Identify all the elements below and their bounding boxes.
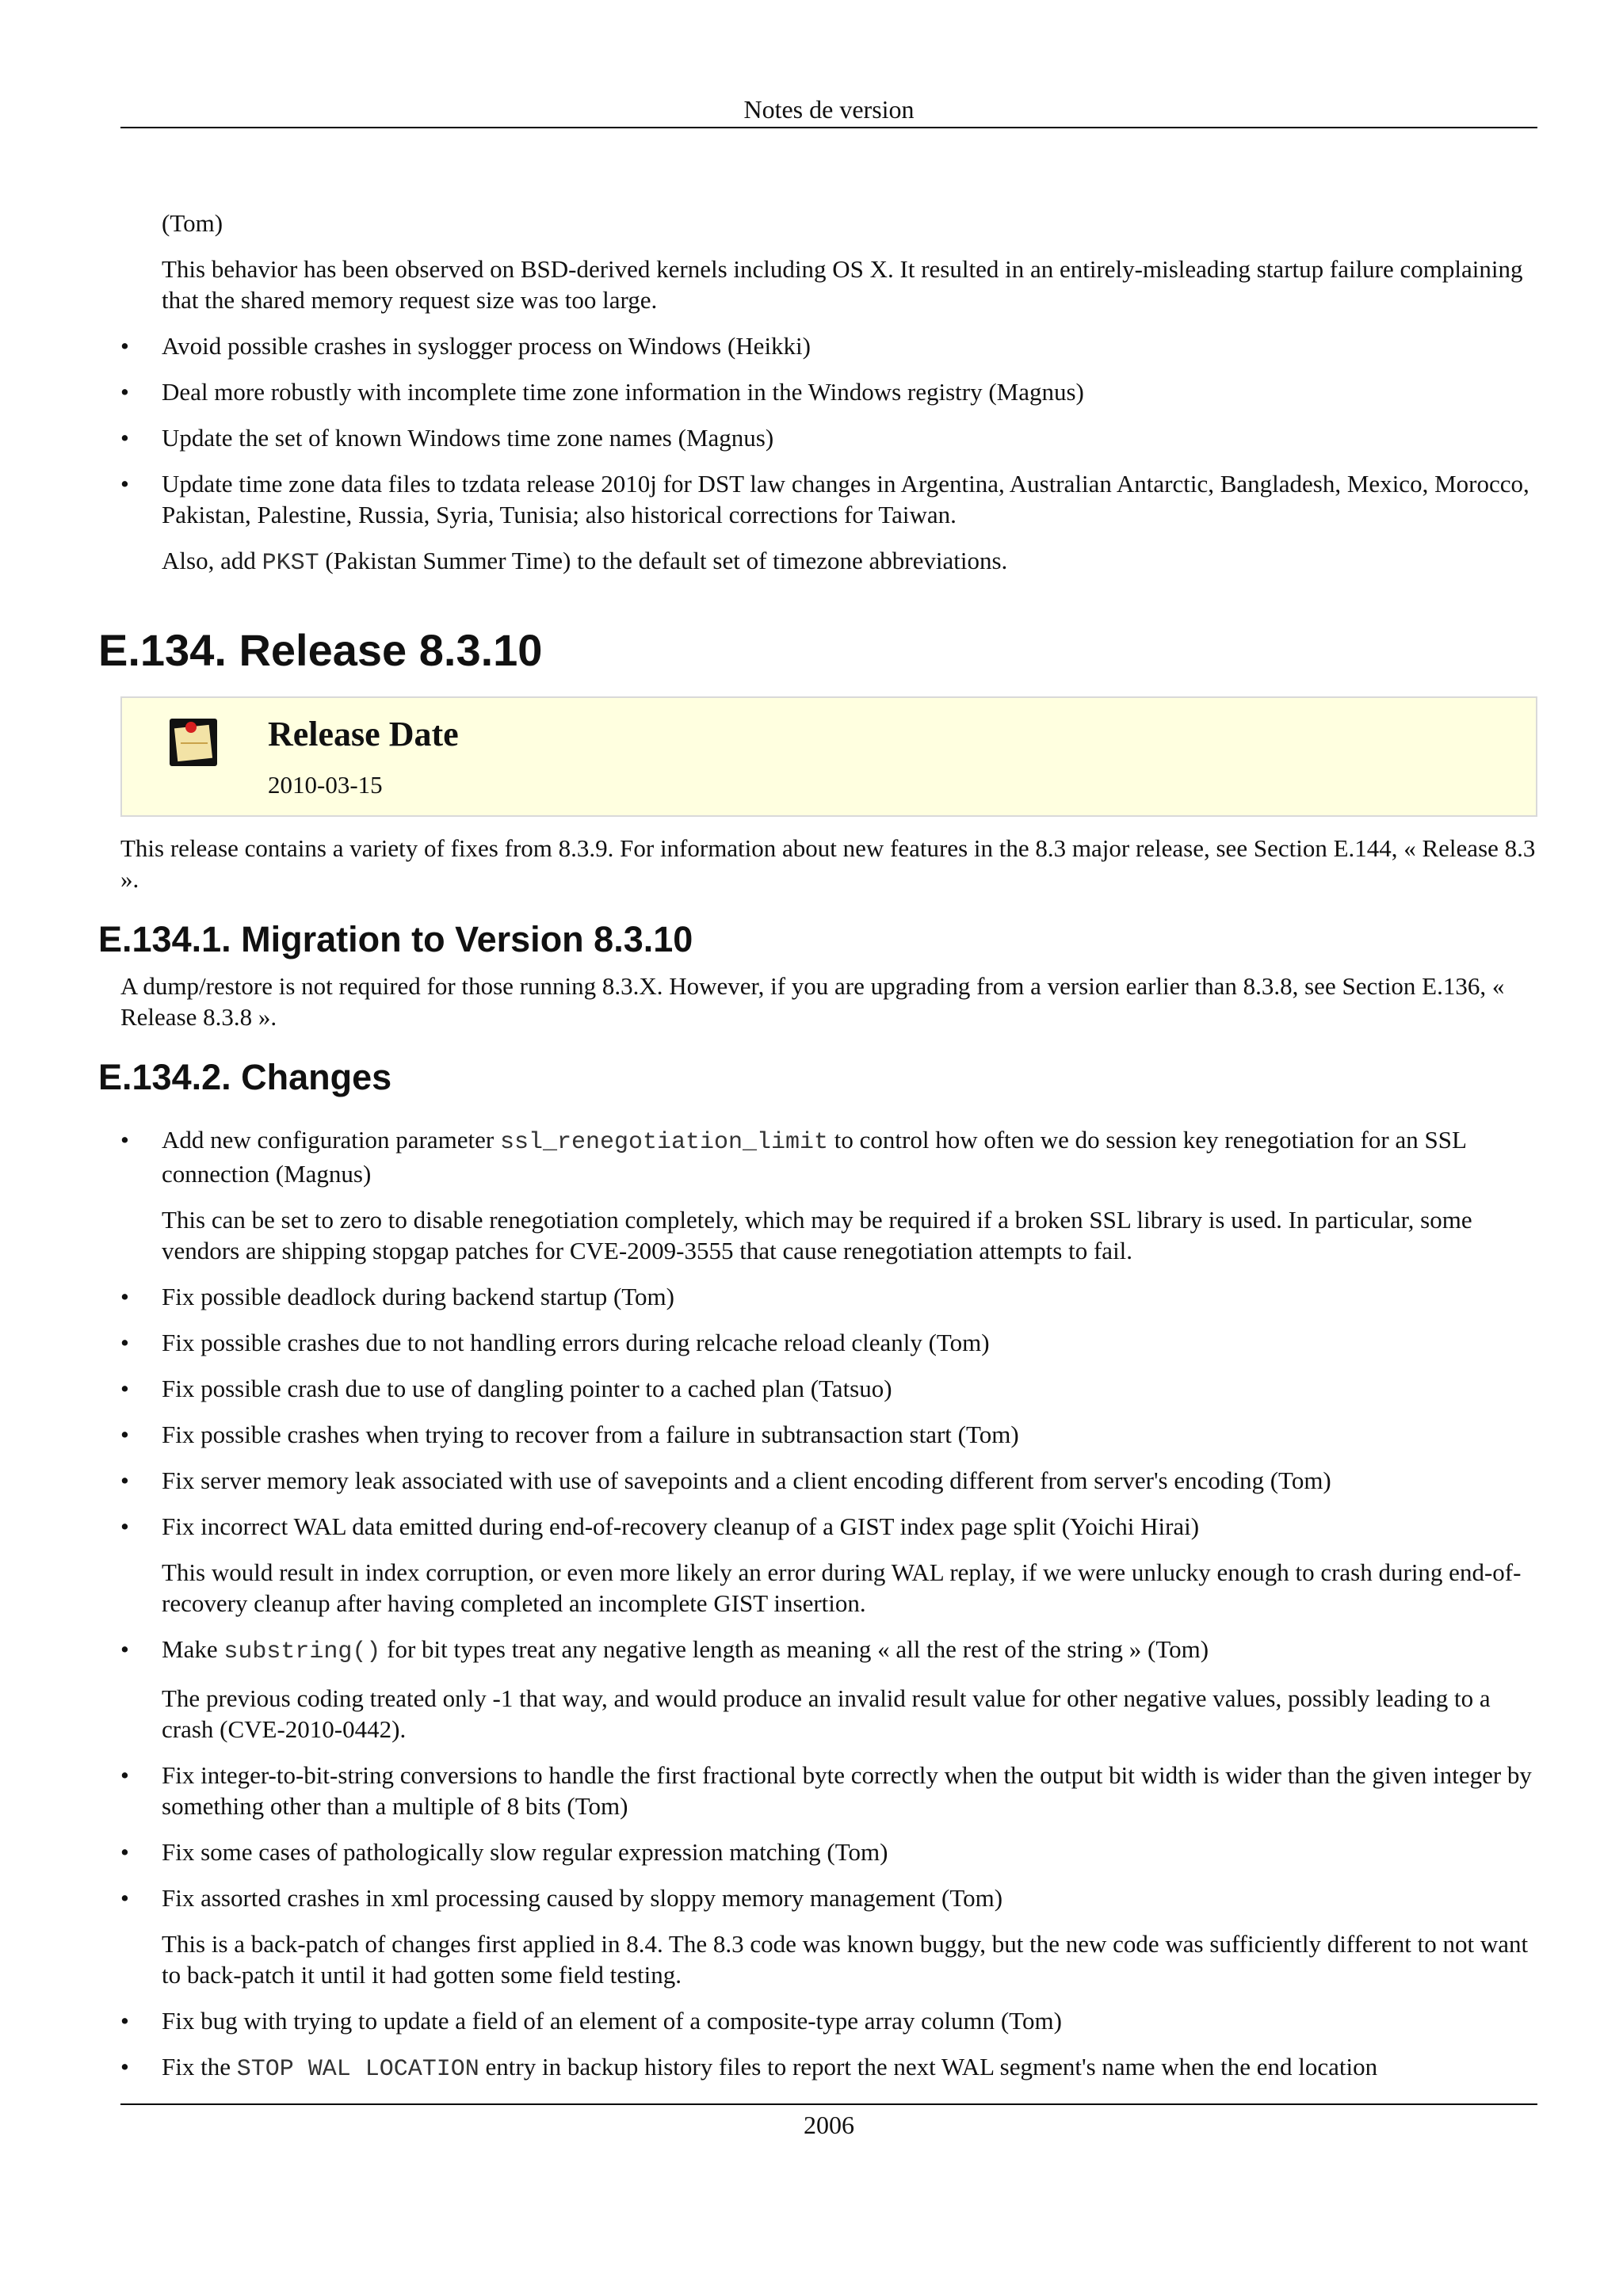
- list-item: • Fix assorted crashes in xml processing caused by sloppy memory management (Tom): [120, 1882, 1537, 1913]
- running-header: Notes de version: [743, 95, 915, 124]
- header-rule: [120, 127, 1537, 128]
- list-item: [120, 2051, 1537, 2085]
- code-literal: PKST: [262, 550, 319, 577]
- section-heading: E.134. Release 8.3.10: [98, 625, 543, 675]
- list-item: • Deal more robustly with incomplete time zone information in the Windows registry (Magnus): [120, 376, 1537, 407]
- text-fragment: Also, add: [162, 547, 262, 574]
- text-fragment: Fix the: [162, 2053, 237, 2081]
- note-title: Release Date: [268, 715, 459, 753]
- text-fragment: (Pakistan Summer Time) to the default set of timezone abbreviations.: [319, 547, 1008, 574]
- text-fragment: Add new configuration parameter: [162, 1126, 500, 1154]
- code-literal: substring(): [223, 1638, 381, 1665]
- subsection-heading-migration: E.134.1. Migration to Version 8.3.10: [98, 919, 693, 959]
- text-fragment: Make: [162, 1635, 224, 1663]
- text-fragment: to control how often we do session key renegotiation for an SSL connection (Magnus): [162, 1126, 1466, 1188]
- intro-also-paragraph: [162, 545, 1537, 579]
- page-content: [98, 208, 1537, 2085]
- list-item: • Update time zone data files to tzdata release 2010j for DST law changes in Argentina, Australian Antarctic, Bangladesh, Mexico, Morocco, Pakistan, Palestine, Russia, Syria, Tunisia; also historical corrections for Taiwan.: [120, 468, 1537, 530]
- item-detail: This can be set to zero to disable renegotiation completely, which may be required if a broken SSL library is used. In particular, some vendors are shipping stopgap patches for CVE-2009-3555 that cause renegotiation attempts to fail.: [162, 1206, 1472, 1264]
- note-date: 2010-03-15: [268, 771, 383, 799]
- list-item: [120, 1124, 1537, 1189]
- list-item: • Fix bug with trying to update a field of an element of a composite-type array column (Tom): [120, 2005, 1537, 2036]
- item-detail: This is a back-patch of changes first applied in 8.4. The 8.3 code was known buggy, but the new code was sufficiently different to not want to back-patch it until it had gotten some field testing.: [162, 1930, 1529, 1989]
- list-item: • Fix possible crashes due to not handling errors during relcache reload cleanly (Tom): [120, 1327, 1537, 1358]
- list-item: • Update the set of known Windows time zone names (Magnus): [120, 422, 1537, 453]
- footer-rule: [120, 2103, 1537, 2105]
- list-item: • Avoid possible crashes in syslogger process on Windows (Heikki): [120, 330, 1537, 361]
- section-summary: This release contains a variety of fixes from 8.3.9. For information about new features in the 8.3 major release, see Section E.144, « Release 8.3 ».: [120, 834, 1536, 893]
- note-icon: [170, 719, 217, 766]
- item-detail: This would result in index corruption, or even more likely an error during WAL replay, if we were unlucky enough to crash during end-of-recovery cleanup after having completed an incomplete GIST insertion.: [162, 1558, 1522, 1617]
- intro-paragraph: This behavior has been observed on BSD-derived kernels including OS X. It resulted in an entirely-misleading startup failure complaining that the shared memory request size was too large.: [162, 255, 1523, 314]
- list-item: • Fix possible crashes when trying to recover from a failure in subtransaction start (Tom): [120, 1419, 1537, 1450]
- text-fragment: for bit types treat any negative length as meaning « all the rest of the string » (Tom): [380, 1635, 1209, 1663]
- list-item: • Fix incorrect WAL data emitted during end-of-recovery cleanup of a GIST index page split (Yoichi Hirai): [120, 1511, 1537, 1542]
- code-literal: ssl_renegotiation_limit: [499, 1129, 829, 1156]
- list-item: • Fix server memory leak associated with use of savepoints and a client encoding different from server's encoding (Tom): [120, 1465, 1537, 1496]
- page-number: 2006: [804, 2111, 854, 2139]
- release-date-note: [120, 696, 1537, 817]
- list-item: • Fix integer-to-bit-string conversions to handle the first fractional byte correctly when the output bit width is wider than the given integer by something other than a multiple of 8 bits (Tom): [120, 1760, 1537, 1821]
- text-fragment: entry in backup history files to report the next WAL segment's name when the end location: [479, 2053, 1378, 2081]
- list-item: • Fix some cases of pathologically slow regular expression matching (Tom): [120, 1836, 1537, 1867]
- list-item: [120, 1634, 1537, 1668]
- migration-text: A dump/restore is not required for those running 8.3.X. However, if you are upgrading from a version earlier than 8.3.8, see Section E.136, « Release 8.3.8 ».: [120, 972, 1505, 1031]
- list-item: • Fix possible deadlock during backend startup (Tom): [120, 1281, 1537, 1312]
- list-item: • Fix possible crash due to use of dangling pointer to a cached plan (Tatsuo): [120, 1373, 1537, 1404]
- subsection-heading-changes: E.134.2. Changes: [98, 1057, 392, 1097]
- intro-author: (Tom): [162, 209, 223, 237]
- item-detail: The previous coding treated only -1 that way, and would produce an invalid result value for other negative values, possibly leading to a crash (CVE-2010-0442).: [162, 1684, 1491, 1743]
- code-literal: STOP WAL LOCATION: [236, 2056, 479, 2083]
